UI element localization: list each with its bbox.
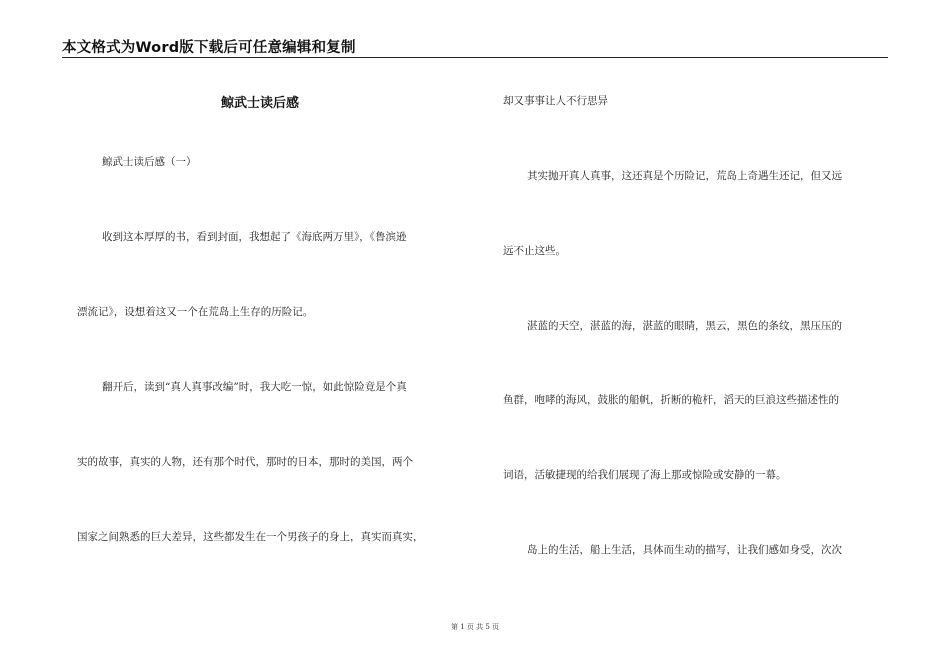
header-rule: [62, 57, 888, 58]
right-line: 其实抛开真人真事，这还真是个历险记，荒岛上奇遇生还记，但又远: [527, 170, 842, 182]
right-line: 岛上的生活，船上生活，具体而生动的描写，让我们感如身受，次次: [527, 544, 842, 556]
page-footer: 第 1 页 共 5 页: [450, 623, 500, 631]
right-line: 湛蓝的天空，湛蓝的海，湛蓝的眼睛，黑云，黑色的条纹，黑压压的: [527, 320, 842, 332]
left-line: 实的故事，真实的人物，还有那个时代，那时的日本，那时的美国，两个: [77, 456, 413, 468]
left-line: 翻开后，读到“真人真事改编”时，我大吃一惊，如此惊险竟是个真: [102, 381, 407, 393]
right-line: 却又事事让人不行思异: [503, 95, 608, 107]
left-line: 国家之间熟悉的巨大差异，这些都发生在一个男孩子的身上，真实而真实，: [77, 531, 424, 543]
right-line: 远不止这些。: [503, 245, 566, 257]
left-line: 收到这本厚厚的书，看到封面，我想起了《海底两万里》，《鲁滨逊: [102, 231, 407, 243]
left-line: 鲸武士读后感（一）: [102, 156, 197, 168]
right-line: 词语，活敏捷现的给我们展现了海上那或惊险或安静的一幕。: [503, 469, 787, 481]
document-title: 鲸武士读后感: [221, 96, 300, 111]
document-header: 本文格式为Word版下载后可任意编辑和复制: [62, 40, 356, 56]
right-line: 鱼群，咆哮的海风，鼓胀的船帆，折断的桅杆，滔天的巨浪这些描述性的: [503, 394, 839, 406]
left-line: 漂流记》，设想着这又一个在荒岛上生存的历险记。: [77, 306, 314, 318]
